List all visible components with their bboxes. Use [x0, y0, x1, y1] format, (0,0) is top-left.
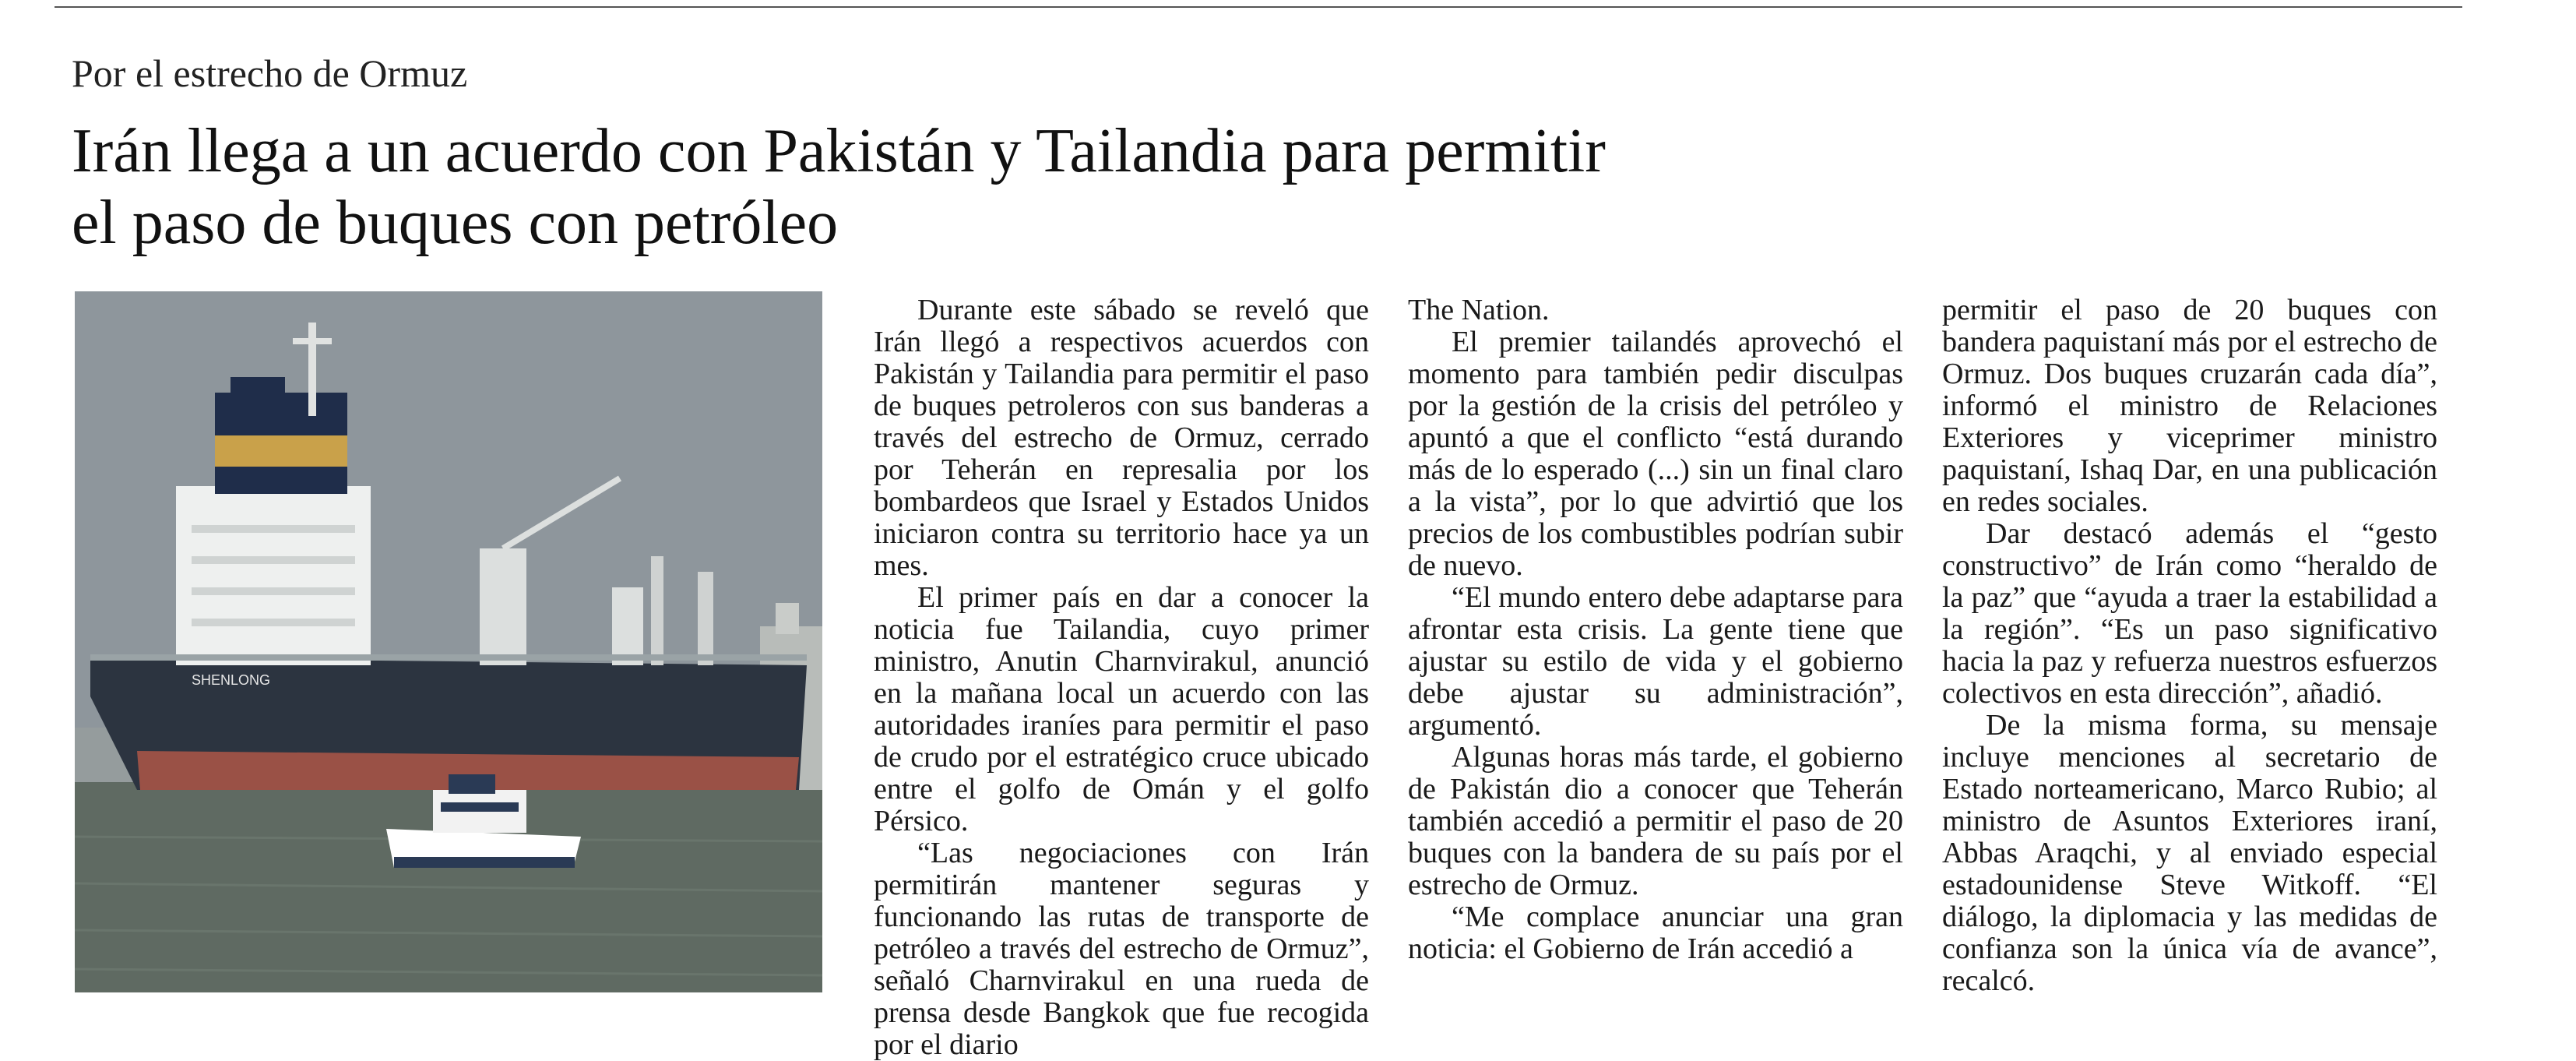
- article-column-1: [874, 294, 1369, 1061]
- body-paragraph: The Nation.: [1408, 294, 1550, 326]
- body-paragraph: “Me complace anunciar una gran noticia: el Gobierno de Irán accedió a: [1408, 901, 1903, 965]
- body-paragraph: Durante este sábado se reveló que Irán llegó a respectivos acuerdos con Pakistán y Tailandia para permitir el paso de buques petroleros con sus banderas a través del estrecho de Ormuz, cerrado por Teherán en represalia por los bombardeos que Israel y Estados Unidos iniciaron contra su territorio hace ya un mes.: [874, 294, 1369, 582]
- article-column-3: [1942, 294, 2437, 997]
- body-paragraph: Algunas horas más tarde, el gobierno de Pakistán dio a conocer que Teherán también accedió a permitir el paso de 20 buques con la bandera de su país por el estrecho de Ormuz.: [1408, 741, 1903, 901]
- body-paragraph: El primer país en dar a conocer la noticia fue Tailandia, cuyo primer ministro, Anutin Charnvirakul, anunció en la mañana local un acuerdo con las autoridades iraníes para permitir el paso de crudo por el estratégico cruce ubicado entre el golfo de Omán y el golfo Pérsico.: [874, 581, 1369, 837]
- article-kicker: Por el estrecho de Ormuz: [72, 51, 468, 95]
- body-paragraph: De la misma forma, su mensaje incluye menciones al secretario de Estado norteamericano, Marco Rubio; al ministro de Asuntos Exteriores iraní, Abbas Araqchi, y al enviado especial estadounidense Steve Witkoff. “El diálogo, la diplomacia y las medidas de confianza son la única vía de avance”, recalcó.: [1942, 709, 2437, 997]
- ship-superstructure: [176, 486, 371, 665]
- ship-name: SHENLONG: [192, 672, 271, 688]
- body-paragraph: “El mundo entero debe adaptarse para afrontar esta crisis. La gente tiene que ajustar su estilo de vida y el gobierno debe ajustar su administración”, argumentó.: [1408, 581, 1903, 742]
- body-paragraph: Dar destacó además el “gesto constructivo” de Irán como “heraldo de la paz” que “ayuda a traer la estabilidad a la región”. “Es un paso significativo hacia la paz y refuerza nuestros esfuerzos colectivos en esta dirección”, añadió.: [1942, 517, 2437, 710]
- body-paragraph: permitir el paso de 20 buques con bandera paquistaní más por el estrecho de Ormuz. Dos buques cruzarán cada día”, informó el ministro de Relaciones Exteriores y viceprimer ministro paquistaní, Ishaq Dar, en una publicación en redes sociales.: [1942, 294, 2437, 518]
- ship-funnel-band: [215, 435, 347, 467]
- article-photo: [75, 291, 822, 992]
- body-paragraph: El premier tailandés aprovechó el momento para también pedir disculpas por la gestión de la crisis del petróleo y apuntó a que el conflicto “está durando más de lo esperado (...) sin un final claro a la vista”, por lo que advirtió que los precios de los combustibles podrían subir de nuevo.: [1408, 326, 1903, 582]
- ship-mast: [308, 323, 316, 416]
- headline-line: el paso de buques con petróleo: [72, 189, 839, 257]
- article-headline: [72, 115, 1941, 259]
- article-column-2: [1408, 294, 1903, 965]
- body-paragraph: “Las negociaciones con Irán permitirán mantener seguras y funcionando las rutas de transporte de petróleo a través del estrecho de Ormuz”, señaló Charnvirakul en una rueda de prensa desde Bangkok que fue recogida por el diario: [874, 837, 1369, 1061]
- top-rule: [55, 6, 2462, 8]
- headline-line: Irán llega a un acuerdo con Pakistán y Tailandia para permitir: [72, 117, 1606, 185]
